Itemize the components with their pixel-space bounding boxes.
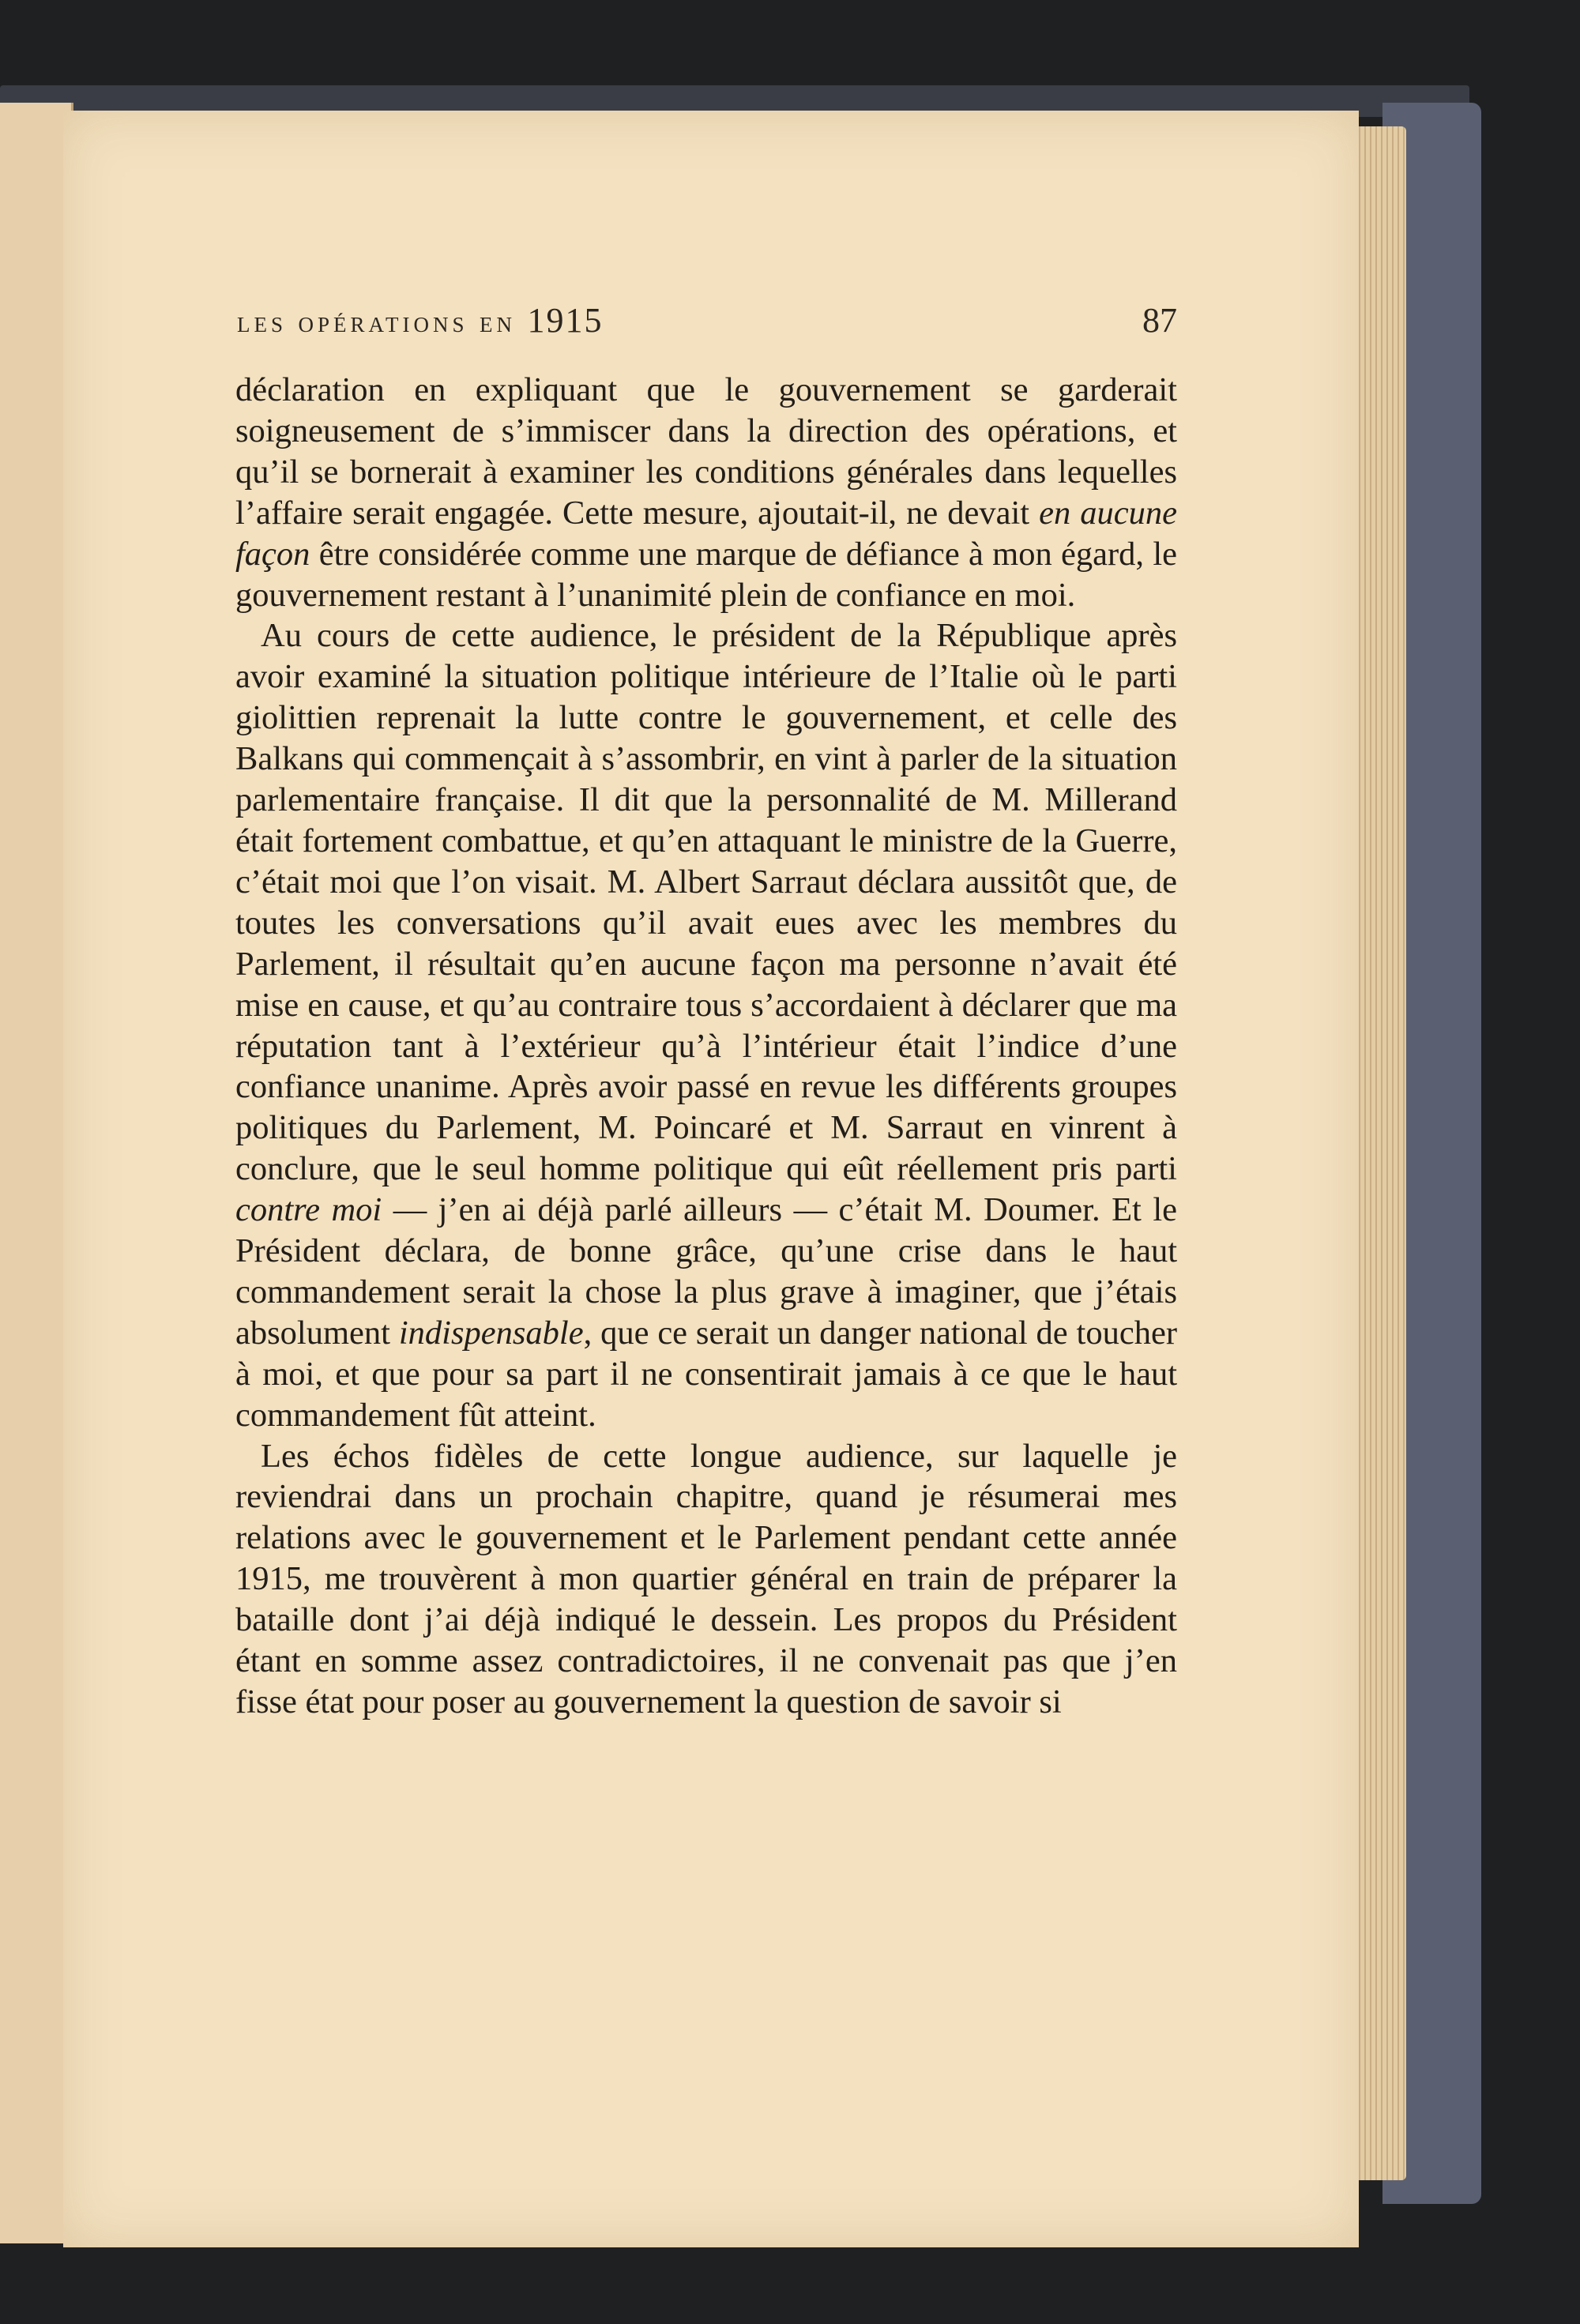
italic-text: contre moi — [235, 1191, 382, 1229]
italic-text: indispensable — [398, 1314, 584, 1352]
text-run: , que ce serait un danger national de toucher à moi, et que pour sa part il ne consentirait jamais à ce que le haut commandement fût atteint. — [235, 1314, 1177, 1434]
text-run: être considérée comme une marque de défiance à mon égard, le gouvernement restant à l’unanimité plein de confiance en moi. — [235, 535, 1177, 614]
text-run: Les échos fidèles de cette longue audience, sur laquelle je reviendrai dans un prochain chapitre, quand je résumerai mes relations avec le gouvernement et le Parlement pendant cette année 1915, me trouvèrent à mon quartier général en train de préparer la bataille dont j’ai déjà indiqué le dessein. Les propos du Président étant en somme assez contradictoires, il ne convenait pas que j’en fisse état pour poser au gouvernement la question de savoir si — [235, 1437, 1177, 1720]
running-head-title — [237, 300, 604, 340]
body-text — [235, 370, 1177, 1723]
running-head-title-text: les opérations en — [237, 306, 517, 339]
italic-text: en aucune façon — [235, 494, 1178, 573]
running-head-year: 1915 — [527, 301, 604, 340]
running-head — [237, 300, 1177, 340]
paragraph-2 — [235, 615, 1177, 1435]
text-run: Au cours de cette audience, le président de la République après avoir examiné la situation politique intérieure de l’Italie où le parti giolittien reprenait la lutte contre le gouvernement, et celle des Balkans qui commençait à s’assombrir, en vint à parler de la situation parlementaire française. Il dit que la personnalité de M. Millerand était fortement combattue, et qu’en attaquant le ministre de la Guerre, c’était moi que l’on visait. M. Albert Sarraut déclara aussitôt que, de toutes les conversations qu’il avait eues avec les membres du Parlement, il résultait qu’en aucune façon ma personne n’avait été mise en cause, et qu’au contraire tous s’accordaient à déclarer que ma réputation tant à l’extérieur qu’à l’intérieur était l’indice d’une confiance unanime. Après avoir passé en revue les différents groupes politiques du Parlement, M. Poincaré et M. Sarraut en vinrent à conclure, que le seul homme politique qui eût réellement pris parti — [235, 617, 1177, 1188]
text-run: déclaration en expliquant que le gouvernement se garderait soigneusement de s’immiscer dans la direction des opérations, et qu’il se bornerait à examiner les conditions générales dans lequelles l’affaire serait engagée. Cette mesure, ajoutait-il, ne devait — [235, 371, 1177, 532]
paragraph-1 — [235, 370, 1177, 615]
text-run: — j’en ai déjà parlé ailleurs — c’était M. Doumer. Et le Président déclara, de bonne grâce, qu’une crise dans le haut commandement serait la chose la plus grave à imaginer, que j’étais absolument — [235, 1191, 1177, 1352]
paragraph-3 — [235, 1436, 1177, 1723]
page-fore-edges — [1355, 126, 1406, 2180]
page-number: 87 — [1142, 301, 1177, 340]
